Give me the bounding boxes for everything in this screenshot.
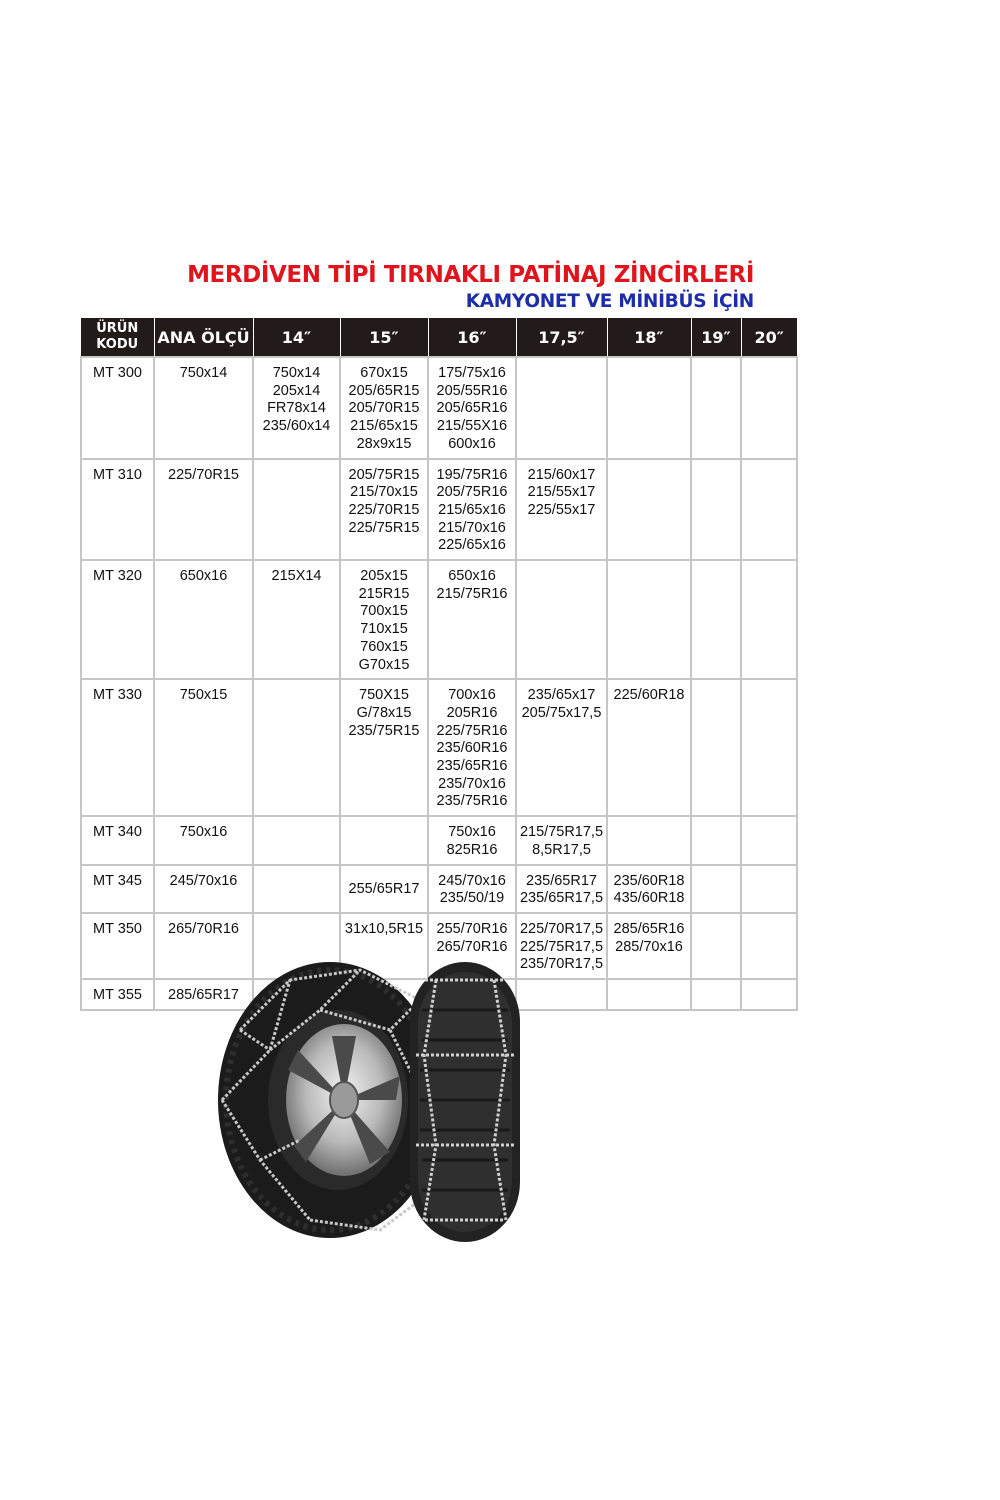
tire-size-value: 265/70R16: [436, 938, 508, 955]
cell-size-19: [691, 459, 741, 561]
cell-size-18: [607, 357, 691, 459]
cell-size-18: [607, 979, 691, 1010]
tire-size-value: 215/75R17,5: [519, 824, 604, 841]
tire-size-value: 205/75R15: [348, 466, 420, 483]
header-ana-olcu: ANA ÖLÇÜ: [154, 318, 253, 357]
tire-size-value: 235/60x14: [262, 418, 331, 435]
page-title: MERDİVEN TİPİ TIRNAKLI PATİNAJ ZİNCİRLERİ: [187, 262, 754, 288]
cell-size-16: [428, 560, 516, 679]
cell-size-18: [607, 459, 691, 561]
cell-size-20: [741, 560, 797, 679]
tire-size-value: 205/65R15: [348, 382, 420, 399]
cell-size-19: [691, 679, 741, 816]
product-code-cell: MT 340: [81, 816, 154, 864]
tire-size-value: 28x9x15: [356, 435, 412, 452]
cell-size-16: [428, 679, 516, 816]
table-row: [81, 865, 797, 913]
table-row: [81, 679, 797, 816]
tire-size-value: 235/65x17: [527, 687, 596, 704]
cell-size-14: [253, 459, 340, 561]
tire-size-value: 225/70R17,5: [519, 920, 604, 937]
cell-size-17-5: [516, 816, 607, 864]
table-row: [81, 816, 797, 864]
tire-size-value: 225/75R15: [348, 519, 420, 536]
cell-size-20: [741, 459, 797, 561]
product-code-cell: MT 330: [81, 679, 154, 816]
tire-size-value: 245/70x16: [438, 872, 506, 889]
cell-size-14: [253, 865, 340, 913]
tire-size-value: 235/50/19: [439, 890, 505, 907]
cell-size-18: [607, 679, 691, 816]
tire-size-value: 225/55x17: [527, 501, 596, 518]
main-size-cell: 650x16: [154, 560, 253, 679]
cell-size-19: [691, 357, 741, 459]
main-size-cell: 245/70x16: [154, 865, 253, 913]
tire-size-value: 195/75R16: [436, 466, 508, 483]
tire-size-value: 825R16: [446, 841, 498, 858]
cell-size-17-5: [516, 865, 607, 913]
table-header-row: [81, 318, 797, 357]
cell-size-19: [691, 865, 741, 913]
tire-size-value: G/78x15: [356, 704, 412, 721]
tire-size-value: 225/75R16: [436, 722, 508, 739]
cell-size-20: [741, 979, 797, 1010]
tire-size-value: 215/75R16: [436, 585, 508, 602]
tire-size-value: 205/70R15: [348, 400, 420, 417]
header-size-20: 20″: [741, 318, 797, 357]
cell-size-19: [691, 913, 741, 979]
cell-size-15: [340, 865, 428, 913]
tire-size-value: 435/60R18: [613, 890, 685, 907]
cell-size-14: [253, 357, 340, 459]
tire-size-value: 650x16: [448, 568, 496, 585]
tire-size-value: 215/60x17: [527, 466, 596, 483]
cell-size-17-5: [516, 357, 607, 459]
header-size-14: 14″: [253, 318, 340, 357]
tire-size-value: 285/65R16: [613, 920, 685, 937]
main-size-cell: 225/70R15: [154, 459, 253, 561]
tire-size-value: 205/55R16: [436, 382, 508, 399]
table-row: [81, 357, 797, 459]
tire-size-value: 235/75R15: [348, 722, 420, 739]
header-size-15: 15″: [340, 318, 428, 357]
cell-size-15: [340, 816, 428, 864]
tire-size-value: 700x16: [448, 687, 496, 704]
tire-size-value: 215/70x16: [438, 519, 506, 536]
cell-size-19: [691, 979, 741, 1010]
table-body: [81, 357, 797, 1010]
tire-size-value: 225/70R15: [348, 501, 420, 518]
product-code-cell: MT 320: [81, 560, 154, 679]
table-row: [81, 459, 797, 561]
cell-size-20: [741, 913, 797, 979]
table-row: [81, 560, 797, 679]
tire-size-value: 215/55X16: [436, 418, 508, 435]
cell-size-18: [607, 913, 691, 979]
cell-size-15: [340, 459, 428, 561]
tire-size-value: 215/70x15: [350, 484, 418, 501]
tire-size-value: 215X14: [271, 568, 322, 585]
tire-size-value: 710x15: [360, 621, 408, 638]
cell-size-15: [340, 560, 428, 679]
main-size-cell: 750x14: [154, 357, 253, 459]
product-code-cell: MT 310: [81, 459, 154, 561]
product-code-cell: MT 350: [81, 913, 154, 979]
cell-size-16: [428, 357, 516, 459]
cell-size-20: [741, 865, 797, 913]
tire-size-value: 205x15: [360, 568, 408, 585]
cell-size-16: [428, 865, 516, 913]
tire-size-value: 205/75x17,5: [521, 704, 602, 721]
tire-size-value: 215/65x16: [438, 501, 506, 518]
tire-size-value: 750x16: [448, 824, 496, 841]
cell-size-17-5: [516, 679, 607, 816]
header-size-17-5: 17,5″: [516, 318, 607, 357]
tire-size-value: FR78x14: [267, 400, 326, 417]
tire-size-value: 760x15: [360, 638, 408, 655]
tire-size-value: 8,5R17,5: [532, 841, 591, 858]
cell-size-16: [428, 816, 516, 864]
tire-size-value: 205R16: [446, 704, 498, 721]
main-size-cell: 750x16: [154, 816, 253, 864]
snow-chain-tire-illustration: [210, 950, 550, 1250]
tire-size-value: 670x15: [360, 365, 408, 381]
tire-size-value: 235/60R18: [613, 872, 685, 889]
product-code-cell: MT 355: [81, 979, 154, 1010]
tire-size-value: 235/60R16: [436, 740, 508, 757]
tire-size-value: 235/70x16: [438, 775, 506, 792]
cell-size-19: [691, 560, 741, 679]
cell-size-17-5: [516, 459, 607, 561]
tire-size-value: 235/65R16: [436, 758, 508, 775]
tire-size-value: 31x10,5R15: [344, 920, 424, 937]
tire-size-value: 205x14: [272, 382, 321, 399]
tire-size-value: 205/65R16: [436, 400, 508, 417]
cell-size-14: [253, 816, 340, 864]
cell-size-20: [741, 357, 797, 459]
tire-size-value: 750X15: [359, 687, 409, 704]
tire-size-value: 255/70R16: [436, 920, 508, 937]
tire-size-value: 235/65R17: [526, 872, 597, 889]
header-urun-kodu: ÜRÜN KODU: [81, 318, 154, 357]
main-size-cell: 750x15: [154, 679, 253, 816]
tire-size-value: 225/60R18: [613, 687, 685, 704]
tire-size-value: 205/75R16: [436, 484, 508, 501]
tire-size-value: 215/65x15: [350, 418, 418, 435]
cell-size-18: [607, 865, 691, 913]
tire-size-value: 215R15: [358, 585, 410, 602]
cell-size-14: [253, 560, 340, 679]
cell-size-15: [340, 357, 428, 459]
page-subtitle: KAMYONET VE MİNİBÜS İÇİN: [465, 291, 754, 312]
tire-size-value: 235/65R17,5: [519, 890, 604, 907]
cell-size-17-5: [516, 560, 607, 679]
tire-size-value: 285/70x16: [615, 938, 683, 955]
tire-size-value: 750x14: [272, 365, 321, 381]
main-size-cell: 265/70R16: [154, 913, 253, 979]
header-size-18: 18″: [607, 318, 691, 357]
tire-size-value: 235/75R16: [436, 793, 508, 810]
main-size-cell: 285/65R17: [154, 979, 253, 1010]
cell-size-14: [253, 679, 340, 816]
tire-size-value: 235/70R17,5: [519, 956, 604, 973]
cell-size-19: [691, 816, 741, 864]
cell-size-20: [741, 816, 797, 864]
tire-size-value: 600x16: [448, 435, 496, 452]
cell-size-15: [340, 679, 428, 816]
tire-size-value: 225/75R17,5: [519, 938, 604, 955]
product-code-cell: MT 345: [81, 865, 154, 913]
tire-size-value: 175/75x16: [438, 365, 506, 381]
tire-size-value: 700x15: [360, 603, 408, 620]
tire-size-value: 255/65R17: [348, 881, 420, 898]
cell-size-16: [428, 459, 516, 561]
cell-size-18: [607, 816, 691, 864]
tire-size-value: G70x15: [358, 656, 410, 673]
tire-size-value: 215/55x17: [527, 484, 596, 501]
product-code-cell: MT 300: [81, 357, 154, 459]
cell-size-20: [741, 679, 797, 816]
header-size-16: 16″: [428, 318, 516, 357]
tire-size-value: 225/65x16: [438, 537, 506, 554]
header-size-19: 19″: [691, 318, 741, 357]
chain-size-table: [80, 318, 798, 1011]
cell-size-18: [607, 560, 691, 679]
